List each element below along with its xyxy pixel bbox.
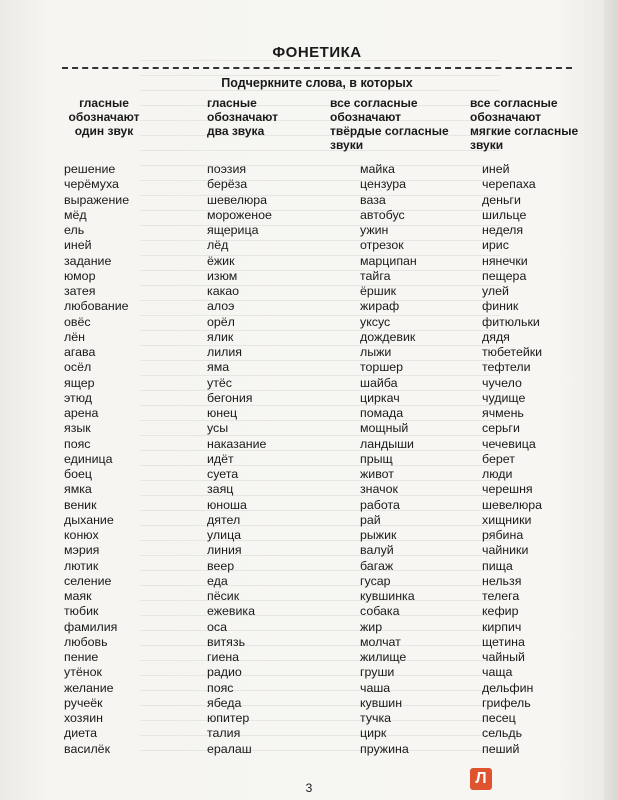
- word-item[interactable]: орёл: [207, 314, 235, 329]
- column-soft-consonants: [470, 96, 590, 756]
- word-item[interactable]: василёк: [64, 741, 110, 756]
- word-item[interactable]: собака: [360, 604, 400, 619]
- word-list: [482, 162, 542, 757]
- word-item[interactable]: шевелюра: [482, 497, 543, 512]
- word-item[interactable]: жилище: [360, 650, 407, 664]
- word-item[interactable]: пояс: [64, 436, 91, 451]
- word-item[interactable]: чудище: [482, 390, 526, 405]
- bleed-through-texture: [140, 60, 500, 760]
- word-item[interactable]: кефир: [482, 604, 519, 619]
- word-item[interactable]: ящер: [64, 375, 95, 390]
- word-item[interactable]: изюм: [207, 268, 238, 283]
- word-item[interactable]: лютик: [64, 558, 99, 573]
- word-item[interactable]: хозяин: [64, 711, 103, 725]
- word-item[interactable]: ваза: [360, 192, 386, 207]
- word-item[interactable]: берет: [482, 451, 515, 466]
- word-item[interactable]: ирис: [482, 238, 509, 253]
- word-item[interactable]: тюбетейки: [482, 345, 543, 359]
- word-item[interactable]: затея: [64, 284, 96, 298]
- word-item[interactable]: черепаха: [482, 177, 536, 192]
- word-item[interactable]: пеший: [482, 741, 520, 756]
- word-list: [207, 162, 272, 757]
- word-item[interactable]: язык: [64, 421, 91, 436]
- word-item[interactable]: иней: [482, 162, 510, 176]
- word-item[interactable]: юмор: [64, 268, 96, 283]
- word-item[interactable]: цензура: [360, 177, 407, 192]
- instruction: Подчеркните слова, в которых: [221, 76, 413, 90]
- word-item[interactable]: хищники: [482, 512, 532, 527]
- word-item[interactable]: торшер: [360, 360, 404, 375]
- word-item[interactable]: дядя: [482, 329, 510, 344]
- word-item[interactable]: веник: [64, 497, 97, 512]
- publisher-logo: Л: [470, 768, 492, 790]
- word-item[interactable]: фамилия: [64, 619, 118, 634]
- word-item[interactable]: жир: [360, 619, 383, 634]
- word-item[interactable]: ручеёк: [64, 695, 103, 710]
- word-item[interactable]: дыхание: [64, 512, 114, 527]
- word-item[interactable]: линия: [207, 543, 242, 558]
- word-item[interactable]: чаща: [482, 665, 513, 680]
- word-item[interactable]: марципан: [360, 253, 417, 268]
- word-item[interactable]: ежевика: [207, 604, 256, 619]
- word-item[interactable]: ябеда: [207, 695, 242, 710]
- word-item[interactable]: телега: [482, 589, 520, 603]
- word-item[interactable]: мёд: [64, 207, 87, 222]
- word-item[interactable]: пещера: [482, 268, 527, 283]
- word-item[interactable]: рябина: [482, 528, 524, 542]
- word-item[interactable]: лыжи: [360, 345, 392, 359]
- word-item[interactable]: тучка: [360, 711, 392, 725]
- word-item[interactable]: заяц: [207, 482, 234, 497]
- word-item[interactable]: единица: [64, 451, 113, 466]
- word-item[interactable]: черешня: [482, 482, 533, 497]
- word-item[interactable]: шильце: [482, 207, 527, 222]
- word-item[interactable]: сельдь: [482, 726, 523, 741]
- word-item[interactable]: ялик: [207, 329, 234, 344]
- word-item[interactable]: гиена: [207, 650, 240, 664]
- word-list: [64, 162, 129, 757]
- word-item[interactable]: шевелюра: [207, 192, 268, 207]
- title-rule: [62, 67, 572, 69]
- word-item[interactable]: юноша: [207, 497, 247, 512]
- word-item[interactable]: значок: [360, 482, 398, 497]
- word-item[interactable]: иней: [64, 238, 92, 253]
- column-hard-consonants: [330, 96, 460, 756]
- word-item[interactable]: тайга: [360, 268, 391, 283]
- word-item[interactable]: диета: [64, 726, 98, 741]
- word-item[interactable]: желание: [64, 680, 114, 695]
- word-item[interactable]: автобус: [360, 207, 405, 222]
- word-item[interactable]: любовь: [64, 634, 108, 649]
- word-item[interactable]: отрезок: [360, 238, 404, 253]
- word-item[interactable]: веер: [207, 558, 235, 573]
- word-item[interactable]: решение: [64, 162, 116, 176]
- word-item[interactable]: утёс: [207, 375, 232, 390]
- word-item[interactable]: ель: [64, 223, 85, 237]
- word-item[interactable]: конюх: [64, 528, 99, 542]
- word-item[interactable]: какао: [207, 284, 240, 298]
- word-item[interactable]: бегония: [207, 390, 253, 405]
- word-item[interactable]: чечевица: [482, 436, 536, 451]
- word-item[interactable]: нельзя: [482, 573, 522, 588]
- word-item[interactable]: чайники: [482, 543, 529, 558]
- word-list: [360, 162, 417, 757]
- word-item[interactable]: маяк: [64, 589, 92, 603]
- word-item[interactable]: арена: [64, 406, 99, 420]
- word-item[interactable]: выражение: [64, 192, 130, 207]
- word-item[interactable]: ералаш: [207, 741, 252, 756]
- word-item[interactable]: усы: [207, 421, 229, 436]
- word-item[interactable]: ужин: [360, 223, 389, 237]
- word-item[interactable]: деньги: [482, 192, 521, 207]
- word-item[interactable]: багаж: [360, 558, 394, 573]
- word-item[interactable]: фитюльки: [482, 314, 540, 329]
- word-item[interactable]: лилия: [207, 345, 243, 359]
- word-item[interactable]: пёсик: [207, 589, 240, 603]
- word-item[interactable]: кувшинка: [360, 589, 415, 603]
- word-item[interactable]: лён: [64, 329, 85, 344]
- word-item[interactable]: юпитер: [207, 711, 250, 725]
- word-item[interactable]: кирпич: [482, 619, 522, 634]
- word-item[interactable]: ячмень: [482, 406, 524, 420]
- word-item[interactable]: задание: [64, 253, 112, 268]
- word-item[interactable]: дельфин: [482, 680, 534, 695]
- word-item[interactable]: тюбик: [64, 604, 99, 619]
- word-item[interactable]: цирк: [360, 726, 387, 741]
- word-item[interactable]: талия: [207, 726, 241, 741]
- word-item[interactable]: мэрия: [64, 543, 100, 558]
- word-item[interactable]: утёнок: [64, 665, 102, 680]
- page-title: ФОНЕТИКА: [272, 44, 362, 61]
- word-item[interactable]: работа: [360, 497, 400, 512]
- column-header: все согласные обозначают твёрдые согласные звуки: [330, 96, 449, 152]
- word-item[interactable]: суета: [207, 467, 239, 481]
- word-item[interactable]: шайба: [360, 375, 398, 390]
- word-item[interactable]: ландыши: [360, 436, 414, 451]
- column-header: все согласные обозначают мягкие согласные звуки: [470, 96, 579, 152]
- title-bar: [62, 40, 572, 68]
- column-vowels-one-sound: [64, 96, 144, 756]
- word-item[interactable]: нянечки: [482, 253, 528, 268]
- word-item[interactable]: грифель: [482, 695, 531, 710]
- word-item[interactable]: боец: [64, 467, 92, 481]
- word-item[interactable]: мороженое: [207, 207, 272, 222]
- word-item[interactable]: молчат: [360, 634, 401, 649]
- word-item[interactable]: селение: [64, 573, 112, 588]
- word-item[interactable]: неделя: [482, 223, 524, 237]
- word-item[interactable]: улица: [207, 528, 242, 542]
- word-item[interactable]: этюд: [64, 390, 92, 405]
- word-item[interactable]: еда: [207, 573, 228, 588]
- word-item[interactable]: кувшин: [360, 695, 403, 710]
- word-item[interactable]: яма: [207, 360, 230, 375]
- column-header: гласные обозначают один звук: [68, 96, 140, 138]
- word-item[interactable]: пояс: [207, 680, 234, 695]
- word-item[interactable]: помада: [360, 406, 404, 420]
- word-item[interactable]: витязь: [207, 634, 246, 649]
- word-item[interactable]: песец: [482, 711, 516, 725]
- word-item[interactable]: уксус: [360, 314, 391, 329]
- page-number: 3: [305, 781, 313, 795]
- word-item[interactable]: чайный: [482, 650, 525, 664]
- word-item[interactable]: пение: [64, 650, 99, 664]
- word-item[interactable]: щетина: [482, 634, 525, 649]
- word-item[interactable]: чаша: [360, 680, 391, 695]
- word-item[interactable]: прыщ: [360, 451, 393, 466]
- word-item[interactable]: улей: [482, 284, 509, 298]
- word-item[interactable]: ящерица: [207, 223, 259, 237]
- word-item[interactable]: лёд: [207, 238, 229, 253]
- word-item[interactable]: дятел: [207, 512, 241, 527]
- word-item[interactable]: берёза: [207, 177, 248, 192]
- word-item[interactable]: мощный: [360, 421, 409, 436]
- word-item[interactable]: пружина: [360, 741, 409, 756]
- word-item[interactable]: поэзия: [207, 162, 247, 176]
- word-item[interactable]: жираф: [360, 299, 400, 314]
- word-item[interactable]: любование: [64, 299, 129, 314]
- word-item[interactable]: алоэ: [207, 299, 235, 314]
- word-item[interactable]: наказание: [207, 436, 267, 451]
- word-item[interactable]: агава: [64, 345, 96, 359]
- column-vowels-two-sounds: [207, 96, 297, 756]
- word-item[interactable]: юнец: [207, 406, 238, 420]
- word-item[interactable]: оса: [207, 619, 227, 634]
- word-item[interactable]: груши: [360, 665, 395, 680]
- word-item[interactable]: овёс: [64, 314, 91, 329]
- word-item[interactable]: ёжик: [207, 253, 235, 268]
- word-item[interactable]: живот: [360, 467, 394, 481]
- word-item[interactable]: серьги: [482, 421, 520, 436]
- word-item[interactable]: ёршик: [360, 284, 397, 298]
- word-item[interactable]: идёт: [207, 451, 234, 466]
- word-item[interactable]: рыжик: [360, 528, 397, 542]
- word-item[interactable]: ямка: [64, 482, 92, 497]
- page-edge: [604, 0, 618, 800]
- word-item[interactable]: пища: [482, 558, 513, 573]
- word-item[interactable]: валуй: [360, 543, 394, 558]
- column-header: гласные обозначают два звука: [207, 96, 278, 138]
- word-item[interactable]: финик: [482, 299, 519, 314]
- word-item[interactable]: гусар: [360, 573, 391, 588]
- word-item[interactable]: чучело: [482, 375, 522, 390]
- word-item[interactable]: дождевик: [360, 329, 416, 344]
- word-item[interactable]: тефтели: [482, 360, 531, 375]
- word-item[interactable]: майка: [360, 162, 395, 176]
- word-item[interactable]: черёмуха: [64, 177, 119, 192]
- word-item[interactable]: люди: [482, 467, 513, 481]
- word-item[interactable]: рай: [360, 512, 381, 527]
- word-item[interactable]: осёл: [64, 360, 92, 375]
- word-item[interactable]: циркач: [360, 390, 400, 405]
- word-item[interactable]: радио: [207, 665, 242, 680]
